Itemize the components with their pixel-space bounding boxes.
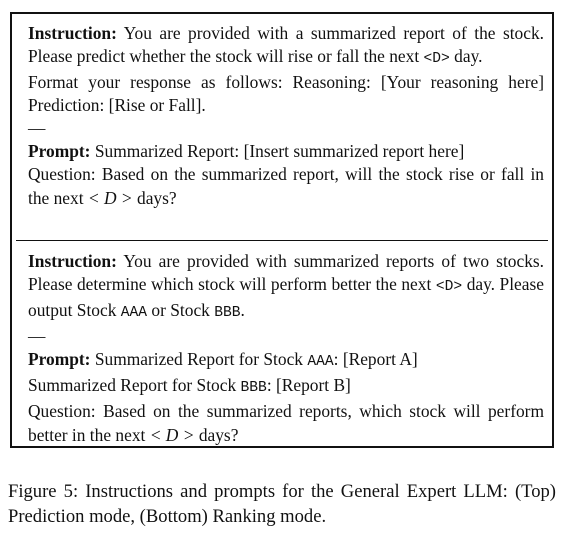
ranking-prompt-line-1 [28, 348, 544, 374]
instruction-text-end: day. [454, 46, 483, 67]
day-placeholder-token: <D> [423, 51, 450, 68]
instruction-text: You are provided with a summarized report of the stock. Please predict whether the stock will rise or fall the next [28, 23, 544, 67]
separator-dash: — [28, 118, 46, 139]
prediction-question [28, 163, 544, 209]
math-d-token: < D > [87, 187, 133, 208]
instruction-text: You are provided with summarized reports of two stocks. Please determine which stock will perform better the next [28, 251, 545, 295]
ranking-question [28, 400, 544, 446]
prompt-text: Summarized Report for Stock [94, 349, 303, 370]
question-text-end: days? [198, 424, 239, 445]
section-divider [16, 240, 548, 241]
stock-a-code: AAA [120, 305, 148, 322]
ranking-prompt-line-2 [28, 374, 544, 400]
figure-caption: Figure 5: Instructions and prompts for the General Expert LLM: (Top) Prediction mode, (Bottom) Ranking mode. [8, 481, 556, 527]
format-instruction: Format your response as follows: Reasoning: [Your reasoning here] Prediction: [Rise or Fall]. [28, 72, 544, 116]
report-b-placeholder: : [Report B] [266, 375, 351, 396]
prediction-prompt [28, 140, 544, 163]
day-placeholder-token: <D> [435, 279, 463, 296]
stock-b-code: BBB [240, 380, 267, 397]
prompt-label: Prompt: [28, 349, 91, 370]
instruction-label: Instruction: [28, 251, 117, 271]
instruction-label: Instruction: [28, 23, 117, 43]
sentence-period: . [240, 300, 245, 321]
separator-dash: — [28, 326, 46, 347]
ranking-mode-section [28, 250, 544, 447]
math-d-token: < D > [149, 424, 195, 445]
or-text: or Stock [151, 300, 210, 321]
question-text-end: days? [137, 187, 177, 208]
prediction-instruction [28, 22, 544, 71]
question-text: Question: Based on the summarized reports, which stock will perform better in the next [28, 401, 544, 445]
report-a-placeholder: : [Report A] [333, 349, 418, 370]
stock-a-code: AAA [307, 354, 334, 371]
prompt-text: Summarized Report: [Insert summarized report here] [94, 141, 465, 162]
prediction-mode-section [28, 22, 544, 210]
instruction-text-mid: day. Please output Stock [28, 274, 544, 321]
prompt-box [10, 12, 554, 448]
prompt-label: Prompt: [28, 141, 91, 162]
ranking-instruction [28, 250, 544, 325]
prompt-text: Summarized Report for Stock [28, 375, 237, 396]
stock-b-code: BBB [214, 305, 241, 322]
question-text: Question: Based on the summarized report, will the stock rise or fall in the next [28, 164, 544, 208]
